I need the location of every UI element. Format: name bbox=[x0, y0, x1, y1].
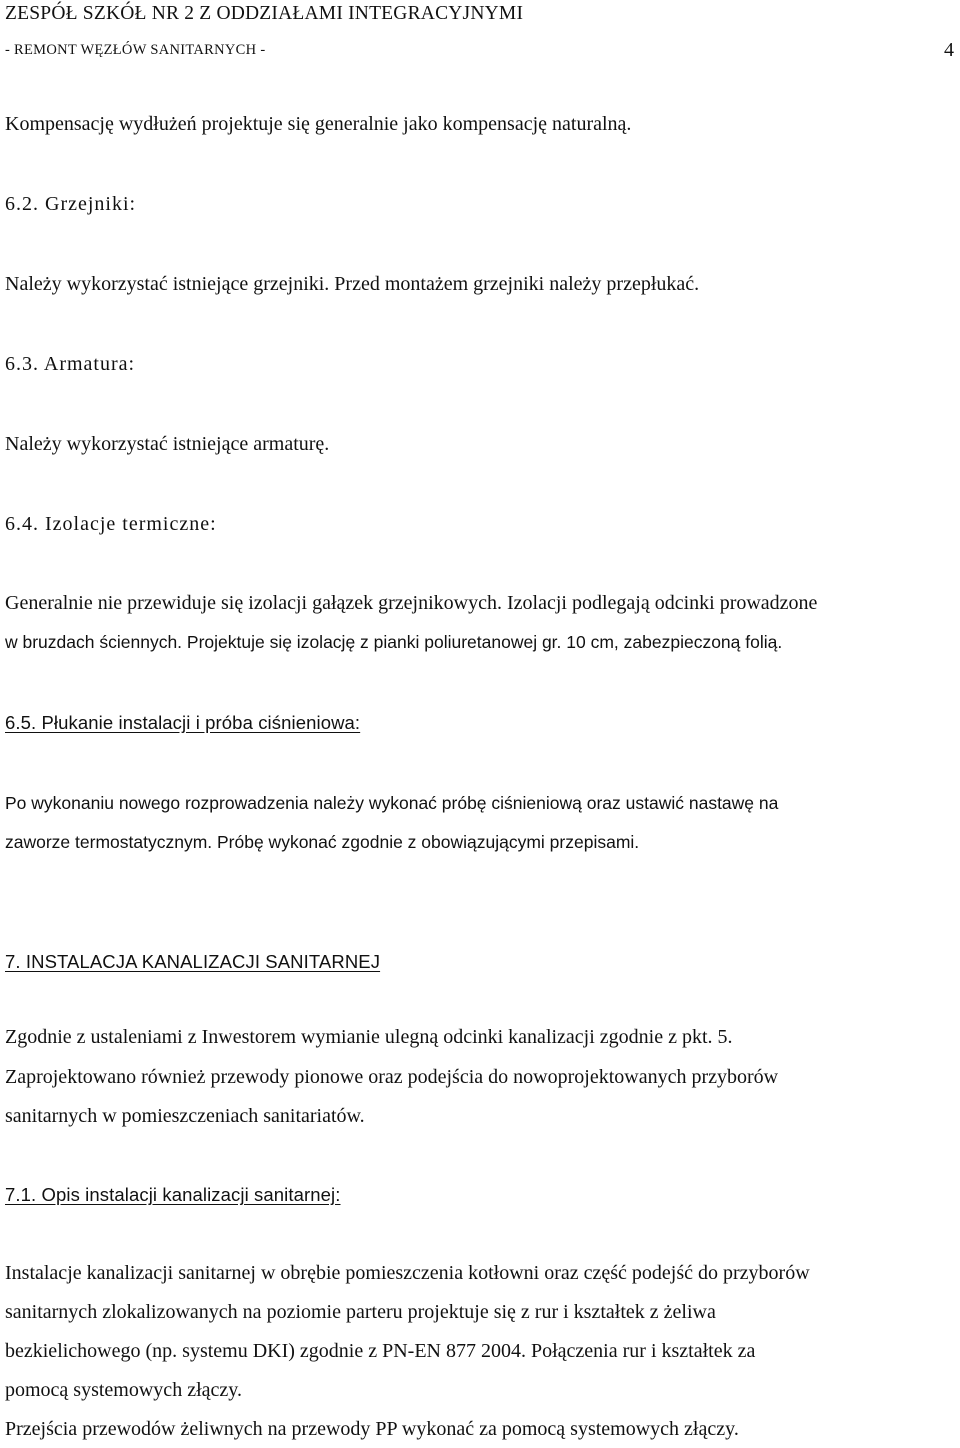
paragraph-7-line: Zaprojektowano również przewody pionowe oraz podejścia do nowoprojektowanych przyborów bbox=[5, 1066, 779, 1088]
heading-6-4: 6.4. Izolacje termiczne: bbox=[5, 513, 217, 535]
paragraph-6-5-line: Po wykonaniu nowego rozprowadzenia należy wykonać próbę ciśnieniową oraz ustawić nastawę na bbox=[5, 793, 779, 813]
paragraph-7-1-line: bezkielichowego (np. systemu DKI) zgodnie z PN-EN 877 2004. Połączenia rur i kształtek za bbox=[5, 1340, 756, 1362]
paragraph-6-3: Należy wykorzystać istniejące armaturę. bbox=[5, 433, 330, 455]
paragraph-6-4-line: Generalnie nie przewiduje się izolacji gałązek grzejnikowych. Izolacji podlegają odcinki prowadzone bbox=[5, 592, 818, 614]
project-title: - REMONT WĘZŁÓW SANITARNYCH - bbox=[5, 42, 266, 58]
paragraph-7-1-line: Instalacje kanalizacji sanitarnej w obrębie pomieszczenia kotłowni oraz część podejść do przyborów bbox=[5, 1262, 810, 1284]
paragraph-7-1-line: Przejścia przewodów żeliwnych na przewody PP wykonać za pomocą systemowych złączy. bbox=[5, 1418, 739, 1440]
heading-6-2: 6.2. Grzejniki: bbox=[5, 193, 137, 215]
paragraph-7-1-line: pomocą systemowych złączy. bbox=[5, 1379, 242, 1401]
page-number: 4 bbox=[944, 39, 954, 61]
paragraph-6-5-line: zaworze termostatycznym. Próbę wykonać zgodnie z obowiązującymi przepisami. bbox=[5, 832, 640, 852]
paragraph-7-line: sanitarnych w pomieszczeniach sanitariatów. bbox=[5, 1105, 365, 1127]
paragraph-6-2: Należy wykorzystać istniejące grzejniki. Przed montażem grzejniki należy przepłukać. bbox=[5, 273, 700, 295]
school-name: ZESPÓŁ SZKÓŁ NR 2 Z ODDZIAŁAMI INTEGRACYJNYMI bbox=[5, 3, 524, 24]
heading-6-5: 6.5. Płukanie instalacji i próba ciśnieniowa: bbox=[5, 712, 361, 733]
paragraph-7-line: Zgodnie z ustaleniami z Inwestorem wymianie ulegną odcinki kanalizacji zgodnie z pkt. 5. bbox=[5, 1026, 733, 1048]
heading-7: 7. INSTALACJA KANALIZACJI SANITARNEJ bbox=[5, 951, 381, 972]
heading-6-3: 6.3. Armatura: bbox=[5, 353, 136, 375]
paragraph-6-4-line: w bruzdach ściennych. Projektuje się izolację z pianki poliuretanowej gr. 10 cm, zabezpieczoną folią. bbox=[5, 632, 783, 652]
paragraph-7-1-line: sanitarnych zlokalizowanych na poziomie parteru projektuje się z rur i kształtek z żeliwa bbox=[5, 1301, 716, 1323]
heading-7-1: 7.1. Opis instalacji kanalizacji sanitarnej: bbox=[5, 1184, 341, 1205]
compensation-line: Kompensację wydłużeń projektuje się generalnie jako kompensację naturalną. bbox=[5, 113, 632, 135]
